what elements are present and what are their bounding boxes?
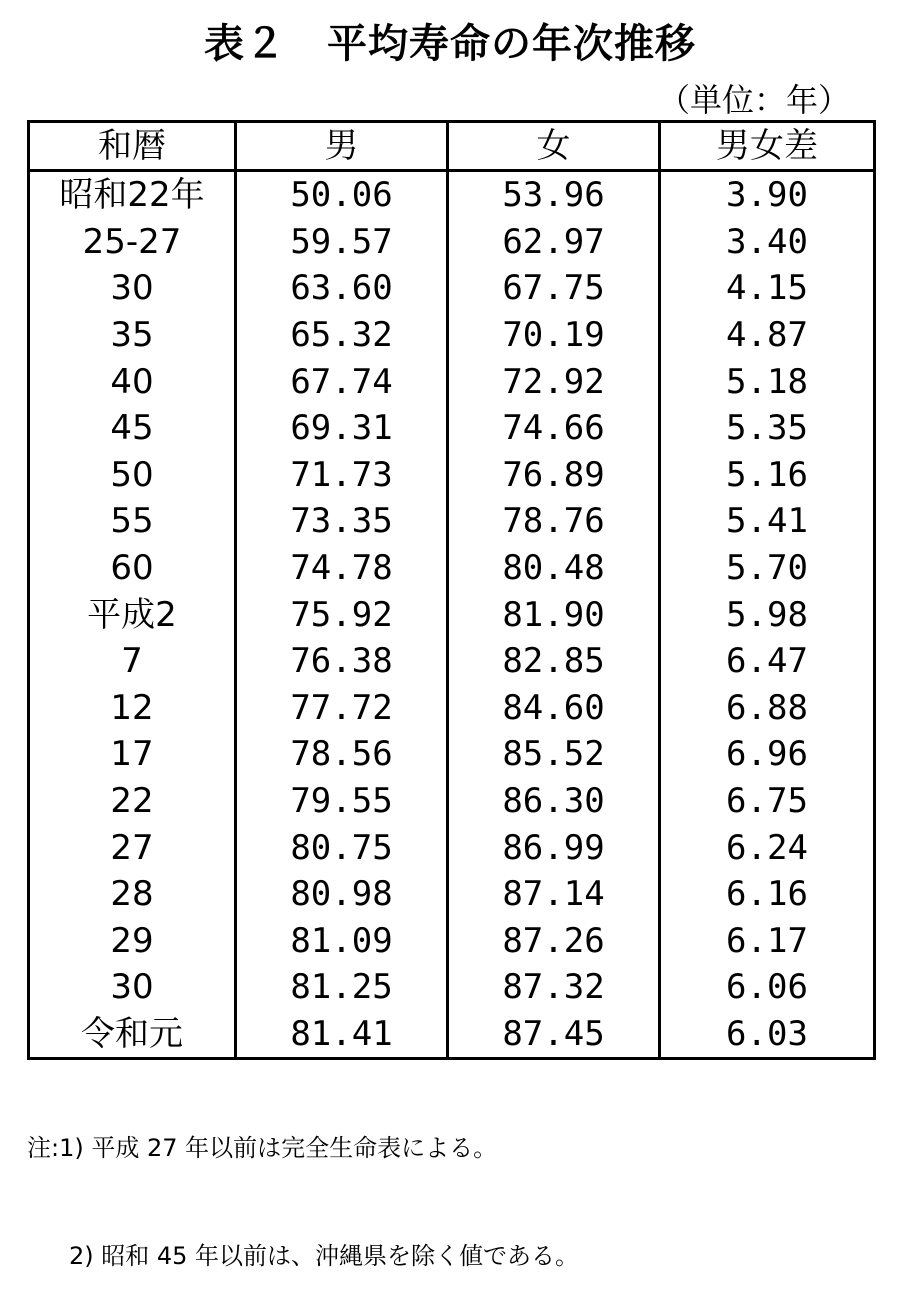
header-row: [29, 122, 875, 171]
cell-difference: 6.06: [660, 964, 875, 1011]
cell-difference: 6.17: [660, 918, 875, 965]
cell-era: 7: [29, 638, 236, 685]
cell-male: 81.25: [236, 964, 448, 1011]
cell-difference: 6.96: [660, 731, 875, 778]
cell-female: 86.99: [448, 824, 660, 871]
cell-difference: 6.47: [660, 638, 875, 685]
cell-era: 30: [29, 964, 236, 1011]
cell-difference: 5.98: [660, 591, 875, 638]
cell-era: 22: [29, 778, 236, 825]
cell-era: 35: [29, 312, 236, 359]
cell-male: 81.41: [236, 1011, 448, 1059]
cell-female: 80.48: [448, 545, 660, 592]
cell-era: 30: [29, 265, 236, 312]
cell-male: 73.35: [236, 498, 448, 545]
header-era: 和暦: [29, 122, 236, 171]
cell-male: 75.92: [236, 591, 448, 638]
life-expectancy-table: [27, 120, 876, 1060]
header-female: 女: [448, 122, 660, 171]
cell-era: 25-27: [29, 219, 236, 266]
cell-female: 87.14: [448, 871, 660, 918]
table-row: [29, 824, 875, 871]
cell-male: 74.78: [236, 545, 448, 592]
footnotes: [27, 1058, 579, 1310]
cell-female: 74.66: [448, 405, 660, 452]
cell-difference: 6.88: [660, 685, 875, 732]
table-row: [29, 638, 875, 685]
cell-female: 85.52: [448, 731, 660, 778]
cell-male: 65.32: [236, 312, 448, 359]
table-row: [29, 871, 875, 918]
header-male: 男: [236, 122, 448, 171]
table-row: [29, 685, 875, 732]
cell-female: 76.89: [448, 452, 660, 499]
header-difference: 男女差: [660, 122, 875, 171]
cell-era: 29: [29, 918, 236, 965]
table-row: [29, 1011, 875, 1059]
cell-era: 17: [29, 731, 236, 778]
cell-era: 45: [29, 405, 236, 452]
cell-era: 55: [29, 498, 236, 545]
cell-era: 昭和22年: [29, 171, 236, 219]
cell-era: 40: [29, 358, 236, 405]
cell-female: 84.60: [448, 685, 660, 732]
table-title: 表２ 平均寿命の年次推移: [204, 21, 696, 67]
table-row: [29, 731, 875, 778]
cell-era: 60: [29, 545, 236, 592]
cell-era: 12: [29, 685, 236, 732]
table-row: [29, 918, 875, 965]
cell-female: 62.97: [448, 219, 660, 266]
cell-difference: 5.41: [660, 498, 875, 545]
cell-male: 71.73: [236, 452, 448, 499]
cell-difference: 5.70: [660, 545, 875, 592]
cell-female: 70.19: [448, 312, 660, 359]
cell-era: 27: [29, 824, 236, 871]
cell-female: 81.90: [448, 591, 660, 638]
table-row: [29, 778, 875, 825]
cell-difference: 4.15: [660, 265, 875, 312]
cell-era: 令和元: [29, 1011, 236, 1059]
cell-female: 87.45: [448, 1011, 660, 1059]
cell-male: 59.57: [236, 219, 448, 266]
unit-label: （単位：年）: [657, 81, 850, 119]
table-row: [29, 591, 875, 638]
cell-difference: 4.87: [660, 312, 875, 359]
table-row: [29, 545, 875, 592]
table-row: [29, 312, 875, 359]
cell-male: 80.75: [236, 824, 448, 871]
cell-male: 80.98: [236, 871, 448, 918]
cell-difference: 3.40: [660, 219, 875, 266]
table-row: [29, 498, 875, 545]
cell-female: 86.30: [448, 778, 660, 825]
table-row: [29, 405, 875, 452]
footnote-2: 2) 昭和 45 年以前は、沖縄県を除く値である。: [69, 1242, 580, 1270]
cell-difference: 6.75: [660, 778, 875, 825]
cell-female: 53.96: [448, 171, 660, 219]
cell-male: 78.56: [236, 731, 448, 778]
cell-era: 50: [29, 452, 236, 499]
cell-male: 50.06: [236, 171, 448, 219]
cell-male: 63.60: [236, 265, 448, 312]
cell-male: 81.09: [236, 918, 448, 965]
cell-male: 79.55: [236, 778, 448, 825]
table-body: [29, 171, 875, 1059]
table-row: [29, 171, 875, 219]
cell-male: 67.74: [236, 358, 448, 405]
cell-female: 72.92: [448, 358, 660, 405]
cell-difference: 6.16: [660, 871, 875, 918]
cell-difference: 6.03: [660, 1011, 875, 1059]
cell-female: 67.75: [448, 265, 660, 312]
table-row: [29, 265, 875, 312]
cell-difference: 5.18: [660, 358, 875, 405]
cell-male: 76.38: [236, 638, 448, 685]
cell-difference: 5.35: [660, 405, 875, 452]
footnote-1: 注:1) 平成 27 年以前は完全生命表による。: [27, 1134, 498, 1162]
cell-female: 82.85: [448, 638, 660, 685]
cell-difference: 3.90: [660, 171, 875, 219]
table-row: [29, 358, 875, 405]
cell-difference: 6.24: [660, 824, 875, 871]
table-row: [29, 452, 875, 499]
table-row: [29, 219, 875, 266]
cell-male: 77.72: [236, 685, 448, 732]
cell-male: 69.31: [236, 405, 448, 452]
table-row: [29, 964, 875, 1011]
cell-female: 87.26: [448, 918, 660, 965]
cell-difference: 5.16: [660, 452, 875, 499]
cell-female: 78.76: [448, 498, 660, 545]
cell-era: 28: [29, 871, 236, 918]
cell-era: 平成2: [29, 591, 236, 638]
cell-female: 87.32: [448, 964, 660, 1011]
